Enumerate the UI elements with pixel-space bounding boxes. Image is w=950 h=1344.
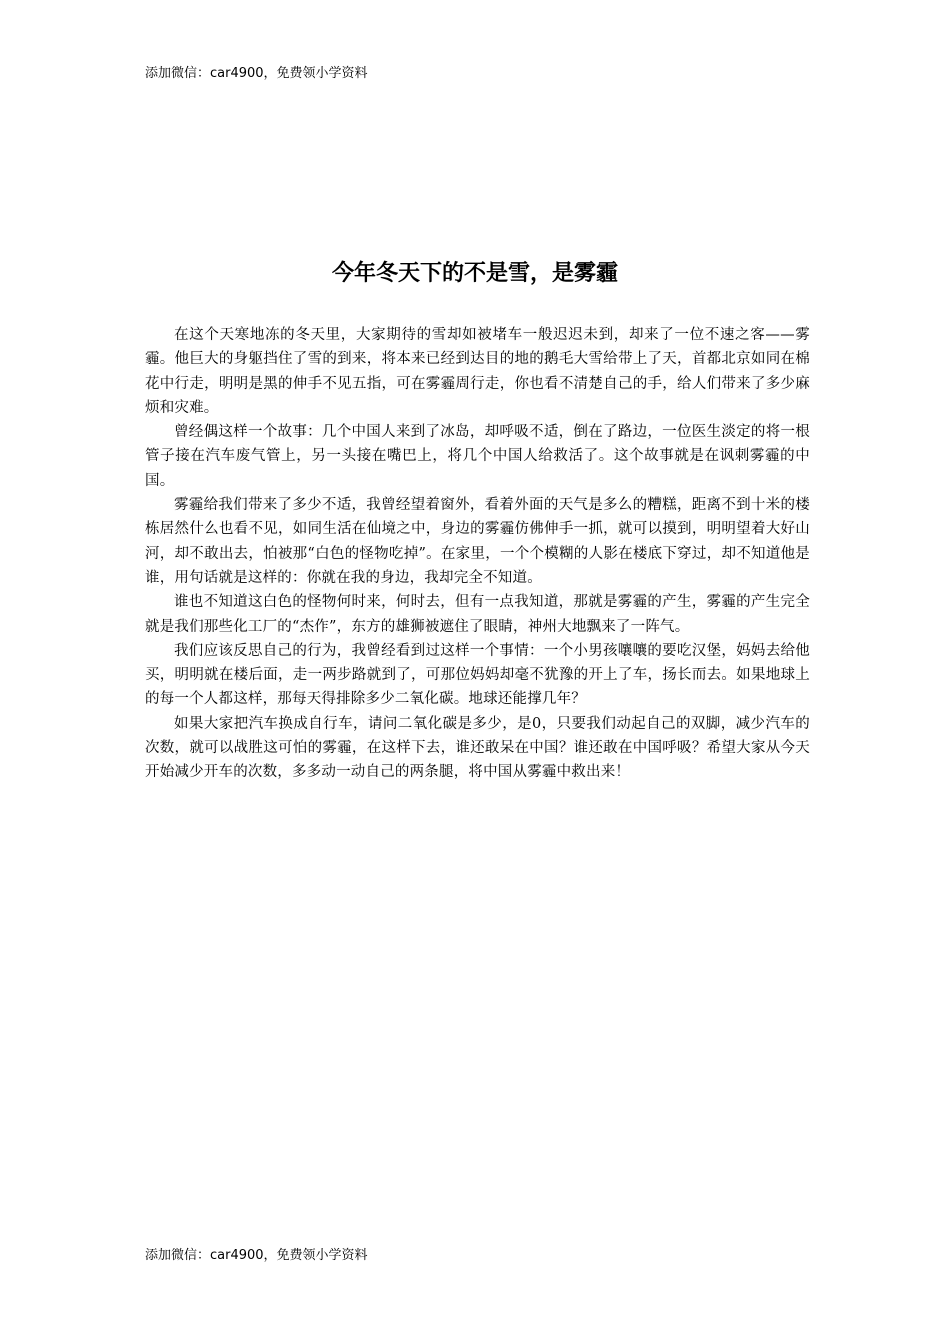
paragraph: 曾经偶这样一个故事：几个中国人来到了冰岛，却呼吸不适，倒在了路边，一位医生淡定的将一根管子接在汽车废气管上，另一头接在嘴巴上，将几个中国人给救活了。这个故事就是在讽刺雾霾的中国。 — [145, 424, 810, 489]
footer-note: 添加微信：car4900，免费领小学资料 — [145, 1248, 368, 1263]
paragraph: 我们应该反思自己的行为，我曾经看到过这样一个事情：一个小男孩嚷嚷的要吃汉堡，妈妈去给他买，明明就在楼后面，走一两步路就到了，可那位妈妈却毫不犹豫的开上了车，扬长而去。如果地球上的每一个人都这样，那每天得排除多少二氧化碳。地球还能撑几年？ — [145, 642, 810, 708]
paragraph: 谁也不知道这白色的怪物何时来，何时去，但有一点我知道，那就是雾霾的产生，雾霾的产生完全就是我们那些化工厂的“杰作”，东方的雄狮被遮住了眼睛，神州大地飘来了一阵气。 — [145, 594, 810, 635]
paragraph: 在这个天寒地冻的冬天里，大家期待的雪却如被堵车一般迟迟未到，却来了一位不速之客——雾霾。他巨大的身躯挡住了雪的到来，将本来已经到达目的地的鹅毛大雪给带上了天，首都北京如同在棉花中行走，明明是黑的伸手不见五指，可在雾霾周行走，你也看不清楚自己的手，给人们带来了多少麻烦和灾难。 — [145, 327, 810, 416]
paragraph: 如果大家把汽车换成自行车，请问二氧化碳是多少，是0，只要我们动起自己的双脚，减少汽车的次数，就可以战胜这可怕的雾霾，在这样下去，谁还敢呆在中国？谁还敢在中国呼吸？希望大家从今天开始减少开车的次数，多多动一动自己的两条腿，将中国从雾霾中救出来！ — [145, 715, 810, 781]
document-title: 今年冬天下的不是雪，是雾霾 — [331, 260, 618, 286]
document-body — [145, 323, 810, 785]
header-note: 添加微信：car4900，免费领小学资料 — [145, 66, 368, 81]
paragraph: 雾霾给我们带来了多少不适，我曾经望着窗外，看着外面的天气是多么的糟糕，距离不到十米的楼栋居然什么也看不见，如同生活在仙境之中，身边的雾霾仿佛伸手一抓，就可以摸到，明明望着大好山河，却不敢出去，怕被那“白色的怪物吃掉”。在家里，一个个模糊的人影在楼底下穿过，却不知道他是谁，用句话就是这样的：你就在我的身边，我却完全不知道。 — [145, 497, 810, 586]
